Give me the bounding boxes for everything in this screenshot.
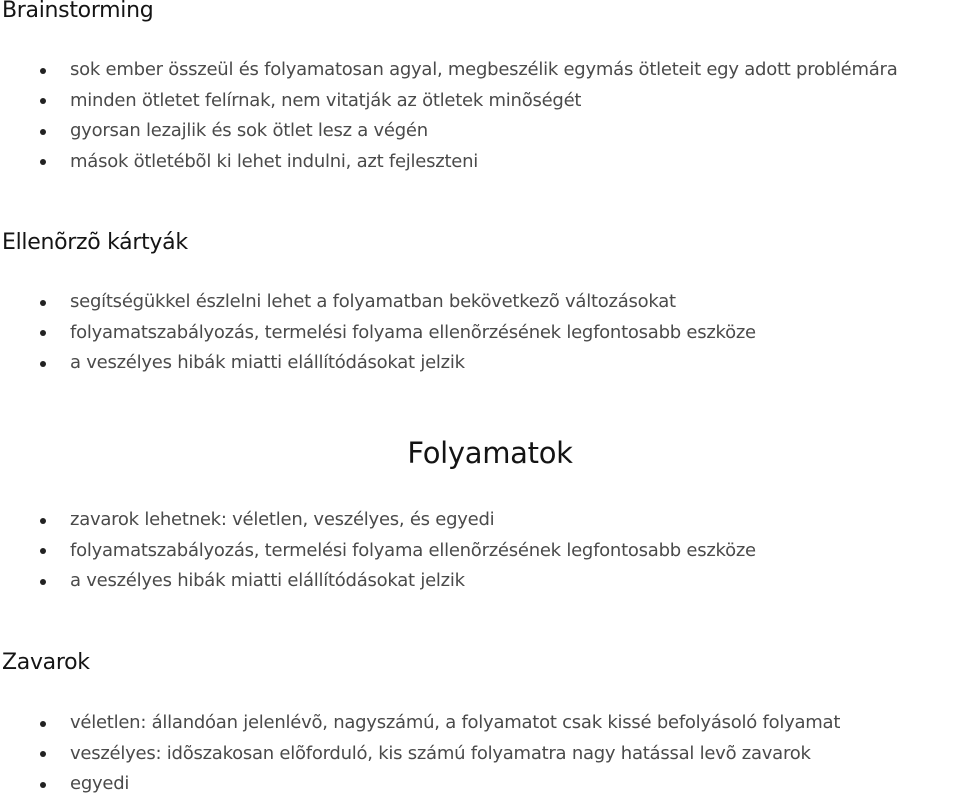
bullet-icon: [40, 751, 46, 757]
list-item: [0, 536, 756, 567]
bullet-icon: [40, 579, 46, 585]
bullet-icon: [40, 330, 46, 336]
list-item: [0, 287, 756, 318]
list-item: [0, 55, 897, 86]
list-item-text: folyamatszabályozás, termelési folyama ellenõrzésének legfontosabb eszköze: [70, 539, 756, 561]
section-title-control-cards: Ellenõrzõ kártyák: [2, 230, 188, 255]
list-item-text: veszélyes: idõszakosan elõforduló, kis számú folyamatra nagy hatással levõ zavarok: [70, 742, 811, 764]
bullet-icon: [40, 159, 46, 165]
list-item-text: a veszélyes hibák miatti elállítódásokat jelzik: [70, 352, 465, 373]
disturbances-list: [0, 708, 840, 800]
list-item-text: minden ötletet felírnak, nem vitatják az ötletek minõségét: [70, 89, 582, 111]
list-item: [0, 739, 840, 770]
processes-list: [0, 505, 756, 597]
list-item: [0, 566, 756, 597]
brainstorming-list: [0, 55, 897, 177]
list-item: [0, 769, 840, 800]
bullet-icon: [40, 721, 46, 727]
list-item: [0, 147, 897, 178]
bullet-icon: [40, 300, 46, 306]
list-item-text: segítségükkel észlelni lehet a folyamatban bekövetkezõ változásokat: [70, 291, 676, 312]
list-item-text: egyedi: [70, 773, 130, 794]
bullet-icon: [40, 361, 46, 367]
list-item: [0, 86, 897, 117]
bullet-icon: [40, 518, 46, 524]
list-item-text: sok ember összeül és folyamatosan agyal, megbeszélik egymás ötleteit egy adott problémára: [70, 59, 898, 80]
bullet-icon: [40, 129, 46, 135]
list-item: [0, 116, 897, 147]
list-item: [0, 708, 840, 739]
bullet-icon: [40, 548, 46, 554]
list-item-text: folyamatszabályozás, termelési folyama ellenõrzésének legfontosabb eszköze: [70, 321, 756, 343]
list-item-text: a veszélyes hibák miatti elállítódásokat jelzik: [70, 570, 465, 591]
list-item: [0, 505, 756, 536]
list-item: [0, 318, 756, 349]
list-item-text: zavarok lehetnek: véletlen, veszélyes, és egyedi: [70, 509, 495, 530]
list-item-text: véletlen: állandóan jelenlévõ, nagyszámú, a folyamatot csak kissé befolyásoló folyamat: [70, 712, 841, 733]
bullet-icon: [40, 98, 46, 104]
section-title-brainstorming: Brainstorming: [2, 0, 154, 23]
section-title-disturbances: Zavarok: [2, 650, 90, 675]
list-item: [0, 348, 756, 379]
bullet-icon: [40, 68, 46, 74]
section-title-processes: Folyamatok: [407, 436, 573, 470]
list-item-text: gyorsan lezajlik és sok ötlet lesz a végén: [70, 120, 428, 141]
list-item-text: mások ötletébõl ki lehet indulni, azt fejleszteni: [70, 150, 478, 172]
control-cards-list: [0, 287, 756, 379]
bullet-icon: [40, 782, 46, 788]
